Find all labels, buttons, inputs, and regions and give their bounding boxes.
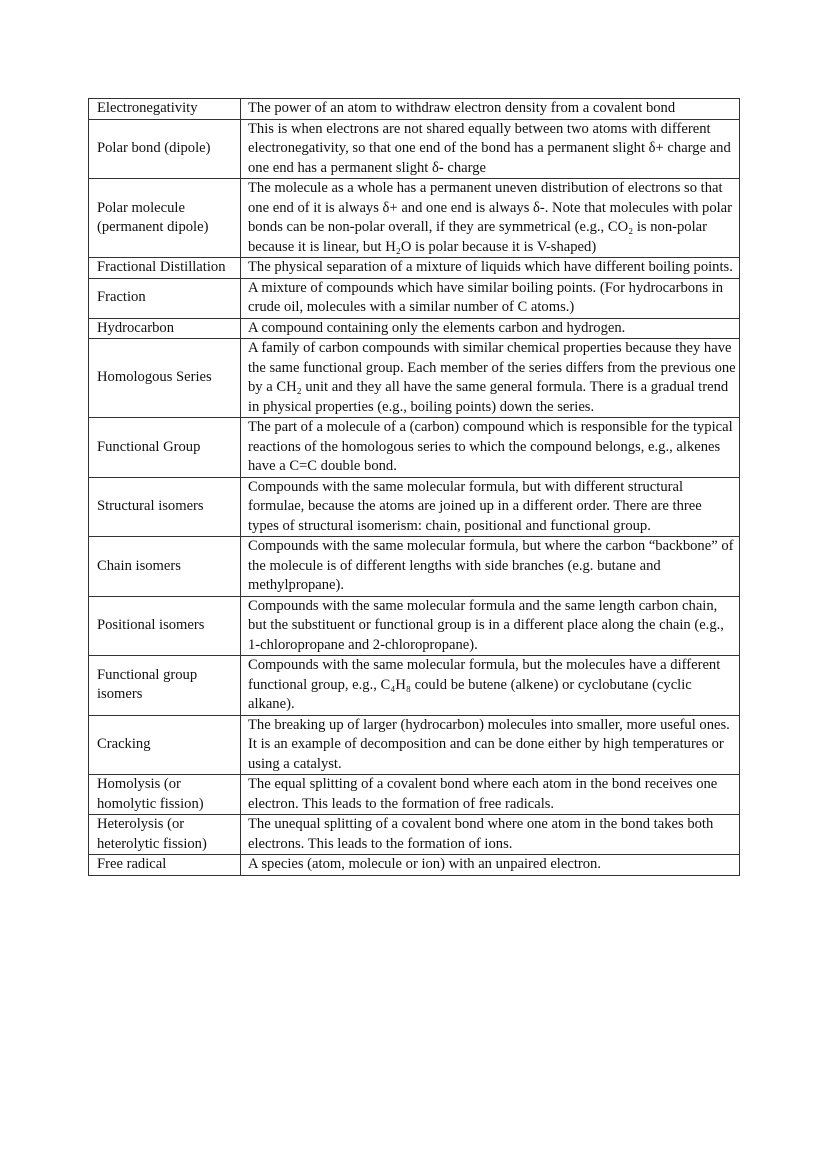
term-cell: Electronegativity xyxy=(89,99,241,120)
definition-cell: The power of an atom to withdraw electron density from a covalent bond xyxy=(241,99,740,120)
definition-cell: Compounds with the same molecular formula, but the molecules have a different functional group, e.g., C₄H₈ could be butene (alkene) or cyclobutane (cyclic alkane). xyxy=(241,656,740,716)
term-cell: Fractional Distillation xyxy=(89,258,241,279)
term-cell: Homologous Series xyxy=(89,339,241,418)
table-row xyxy=(89,99,740,120)
table-row xyxy=(89,775,740,815)
term-cell: Cracking xyxy=(89,715,241,775)
table-row xyxy=(89,715,740,775)
table-row xyxy=(89,278,740,318)
table-row xyxy=(89,815,740,855)
definition-cell: The physical separation of a mixture of liquids which have different boiling points. xyxy=(241,258,740,279)
glossary-table xyxy=(88,98,740,876)
term-cell: Polar bond (dipole) xyxy=(89,119,241,179)
term-cell: Homolysis (or homolytic fission) xyxy=(89,775,241,815)
definition-cell: A family of carbon compounds with similar chemical properties because they have the same functional group. Each member of the series differs from the previous one by a CH₂ unit and they all have the same general formula. There is a gradual trend in physical properties (e.g., boiling points) down the series. xyxy=(241,339,740,418)
table-row xyxy=(89,855,740,876)
definition-cell: The part of a molecule of a (carbon) compound which is responsible for the typical reactions of the homologous series to which the compound belongs, e.g., alkenes have a C=C double bond. xyxy=(241,418,740,478)
term-cell: Positional isomers xyxy=(89,596,241,656)
table-row xyxy=(89,339,740,418)
term-cell: Hydrocarbon xyxy=(89,318,241,339)
definition-cell: The molecule as a whole has a permanent uneven distribution of electrons so that one end of it is always δ+ and one end is always δ-. Note that molecules with polar bonds can be non-polar overall, if they are symmetrical (e.g., CO₂ is non-polar because it is linear, but H₂O is polar because it is V-shaped) xyxy=(241,179,740,258)
definition-cell: The unequal splitting of a covalent bond where one atom in the bond takes both electrons. This leads to the formation of ions. xyxy=(241,815,740,855)
term-cell: Heterolysis (or heterolytic fission) xyxy=(89,815,241,855)
table-row xyxy=(89,179,740,258)
table-row xyxy=(89,418,740,478)
term-cell: Functional group isomers xyxy=(89,656,241,716)
term-cell: Functional Group xyxy=(89,418,241,478)
term-cell: Chain isomers xyxy=(89,537,241,597)
table-row xyxy=(89,656,740,716)
term-cell: Structural isomers xyxy=(89,477,241,537)
table-row xyxy=(89,596,740,656)
definition-cell: Compounds with the same molecular formula, but where the carbon “backbone” of the molecule is of different lengths with side branches (e.g. butane and methylpropane). xyxy=(241,537,740,597)
term-cell: Fraction xyxy=(89,278,241,318)
definition-cell: Compounds with the same molecular formula and the same length carbon chain, but the substituent or functional group is in a different place along the chain (e.g., 1-chloropropane and 2-chloropropane). xyxy=(241,596,740,656)
definition-cell: The breaking up of larger (hydrocarbon) molecules into smaller, more useful ones. It is an example of decomposition and can be done either by high temperatures or using a catalyst. xyxy=(241,715,740,775)
term-cell: Polar molecule (permanent dipole) xyxy=(89,179,241,258)
term-cell: Free radical xyxy=(89,855,241,876)
definition-cell: A species (atom, molecule or ion) with an unpaired electron. xyxy=(241,855,740,876)
definition-cell: This is when electrons are not shared equally between two atoms with different electronegativity, so that one end of the bond has a permanent slight δ+ charge and one end has a permanent slight δ- charge xyxy=(241,119,740,179)
definition-cell: The equal splitting of a covalent bond where each atom in the bond receives one electron. This leads to the formation of free radicals. xyxy=(241,775,740,815)
definition-cell: Compounds with the same molecular formula, but with different structural formulae, because the atoms are joined up in a different order. There are three types of structural isomerism: chain, positional and functional group. xyxy=(241,477,740,537)
table-row xyxy=(89,318,740,339)
table-row xyxy=(89,537,740,597)
definition-cell: A mixture of compounds which have similar boiling points. (For hydrocarbons in crude oil, molecules with a similar number of C atoms.) xyxy=(241,278,740,318)
table-row xyxy=(89,477,740,537)
definition-cell: A compound containing only the elements carbon and hydrogen. xyxy=(241,318,740,339)
table-row xyxy=(89,119,740,179)
table-row xyxy=(89,258,740,279)
